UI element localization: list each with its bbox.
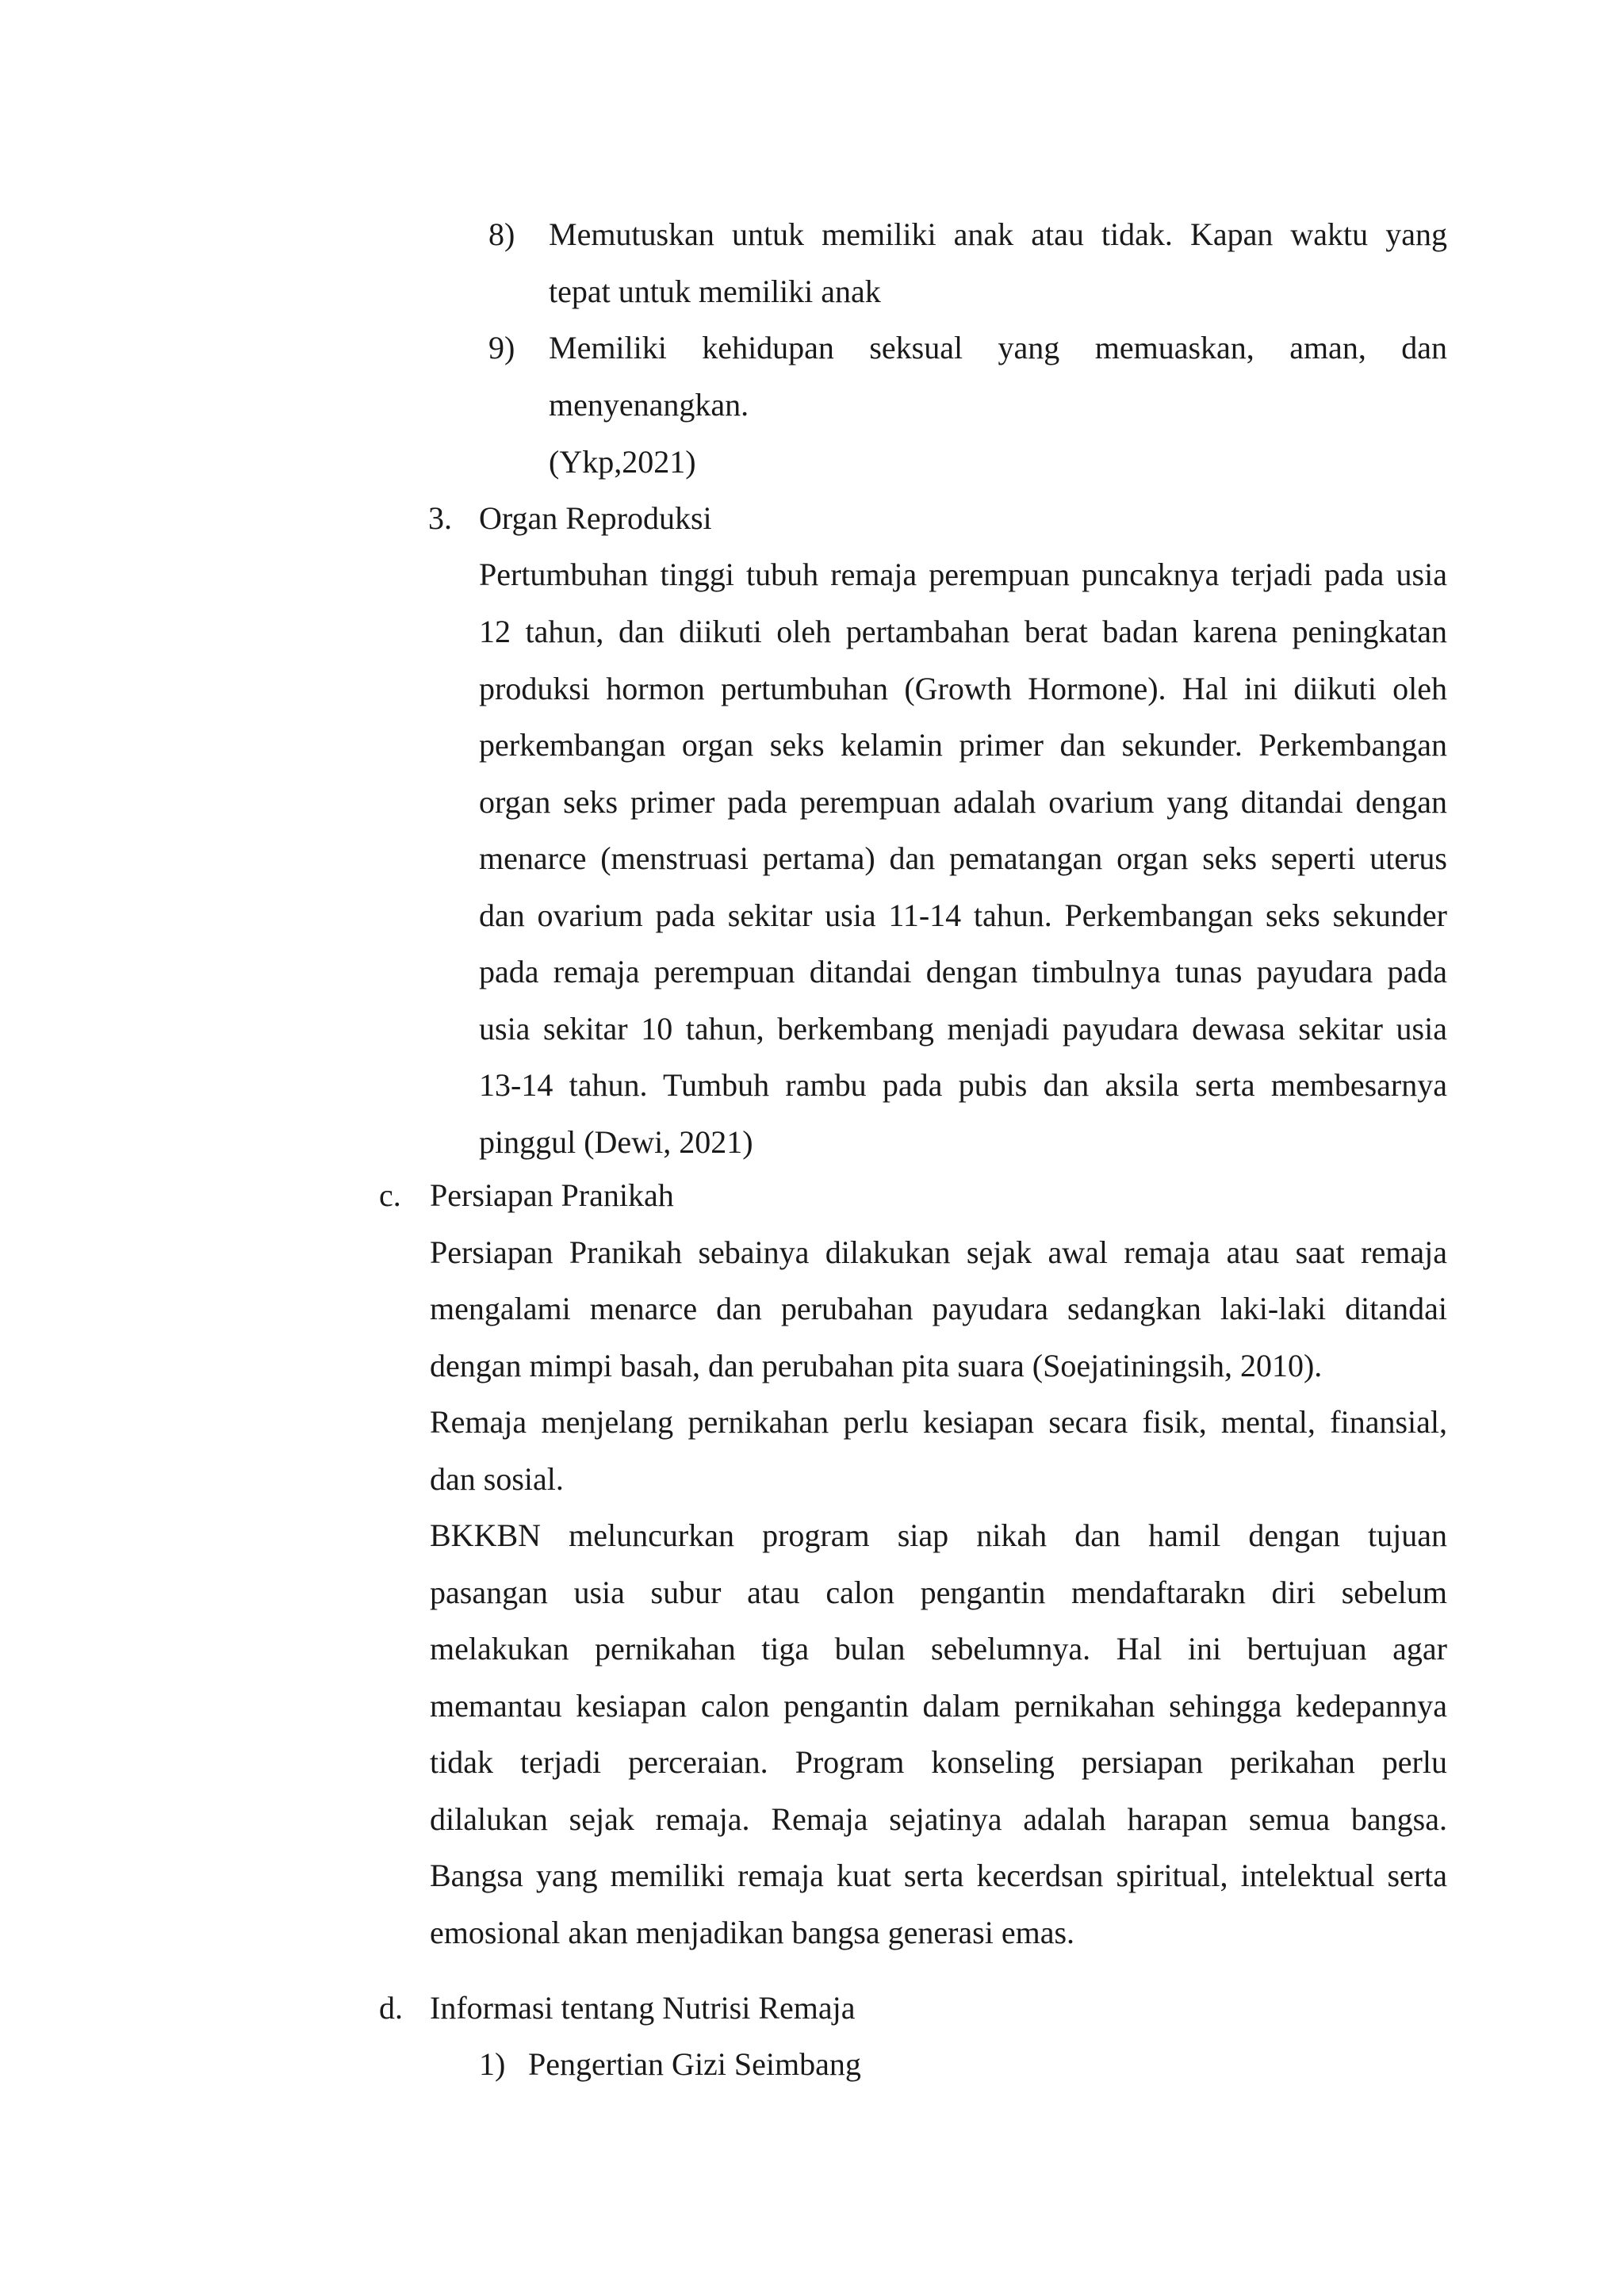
- paragraph-line: Pertumbuhan tinggi tubuh remaja perempuan puncaknya terjadi pada usia: [479, 557, 1447, 592]
- list-number-8: 8): [488, 216, 515, 252]
- list-item-8-line-2: tepat untuk memiliki anak: [549, 274, 881, 309]
- paragraph-line: memantau kesiapan calon pengantin dalam pernikahan sehingga kedepannya: [430, 1688, 1447, 1724]
- paragraph-line: tidak terjadi perceraian. Program konseling persiapan perikahan perlu: [430, 1744, 1447, 1780]
- list-number-9: 9): [488, 330, 515, 365]
- paragraph-line: pinggul (Dewi, 2021): [479, 1124, 753, 1160]
- paragraph-line: 13-14 tahun. Tumbuh rambu pada pubis dan aksila serta membesarnya: [479, 1067, 1447, 1103]
- section-3-heading: Organ Reproduksi: [479, 500, 712, 536]
- citation: (Ykp,2021): [549, 444, 696, 480]
- paragraph-line: pasangan usia subur atau calon pengantin mendaftarakn diri sebelum: [430, 1575, 1447, 1610]
- section-d-heading: Informasi tentang Nutrisi Remaja: [430, 1990, 856, 2026]
- paragraph-line: dengan mimpi basah, dan perubahan pita suara (Soejatiningsih, 2010).: [430, 1348, 1323, 1383]
- paragraph-line: dilalukan sejak remaja. Remaja sejatinya adalah harapan semua bangsa.: [430, 1801, 1447, 1837]
- list-item-8-line-1: Memutuskan untuk memiliki anak atau tidak. Kapan waktu yang: [549, 216, 1447, 252]
- paragraph-line: melakukan pernikahan tiga bulan sebelumnya. Hal ini bertujuan agar: [430, 1631, 1447, 1667]
- paragraph-line: dan ovarium pada sekitar usia 11-14 tahun. Perkembangan seks sekunder: [479, 897, 1447, 933]
- paragraph-line: produksi hormon pertumbuhan (Growth Hormone). Hal ini diikuti oleh: [479, 671, 1447, 706]
- paragraph-line: mengalami menarce dan perubahan payudara sedangkan laki-laki ditandai: [430, 1291, 1447, 1326]
- paragraph-line: Persiapan Pranikah sebainya dilakukan sejak awal remaja atau saat remaja: [430, 1234, 1447, 1270]
- paragraph-line: BKKBN meluncurkan program siap nikah dan hamil dengan tujuan: [430, 1517, 1447, 1553]
- paragraph-line: dan sosial.: [430, 1461, 564, 1497]
- subsection-number: 1): [479, 2046, 506, 2082]
- paragraph-line: usia sekitar 10 tahun, berkembang menjadi payudara dewasa sekitar usia: [479, 1011, 1447, 1047]
- section-c-label: c.: [379, 1177, 401, 1213]
- list-item-9-line-1: Memiliki kehidupan seksual yang memuaskan, aman, dan: [549, 330, 1447, 365]
- section-3-number: 3.: [428, 500, 452, 536]
- paragraph-line: emosional akan menjadikan bangsa generasi emas.: [430, 1915, 1075, 1950]
- list-item-9-line-2: menyenangkan.: [549, 387, 749, 423]
- section-d-label: d.: [379, 1990, 403, 2026]
- paragraph-line: pada remaja perempuan ditandai dengan timbulnya tunas payudara pada: [479, 954, 1447, 989]
- subsection-heading: Pengertian Gizi Seimbang: [528, 2046, 861, 2082]
- paragraph-line: Bangsa yang memiliki remaja kuat serta kecerdsan spiritual, intelektual serta: [430, 1858, 1447, 1893]
- paragraph-line: 12 tahun, dan diikuti oleh pertambahan berat badan karena peningkatan: [479, 614, 1447, 649]
- paragraph-line: Remaja menjelang pernikahan perlu kesiapan secara fisik, mental, finansial,: [430, 1404, 1447, 1440]
- paragraph-line: perkembangan organ seks kelamin primer dan sekunder. Perkembangan: [479, 727, 1447, 763]
- section-c-heading: Persiapan Pranikah: [430, 1177, 674, 1213]
- paragraph-line: menarce (menstruasi pertama) dan pematangan organ seks seperti uterus: [479, 840, 1447, 876]
- paragraph-line: organ seks primer pada perempuan adalah ovarium yang ditandai dengan: [479, 784, 1447, 820]
